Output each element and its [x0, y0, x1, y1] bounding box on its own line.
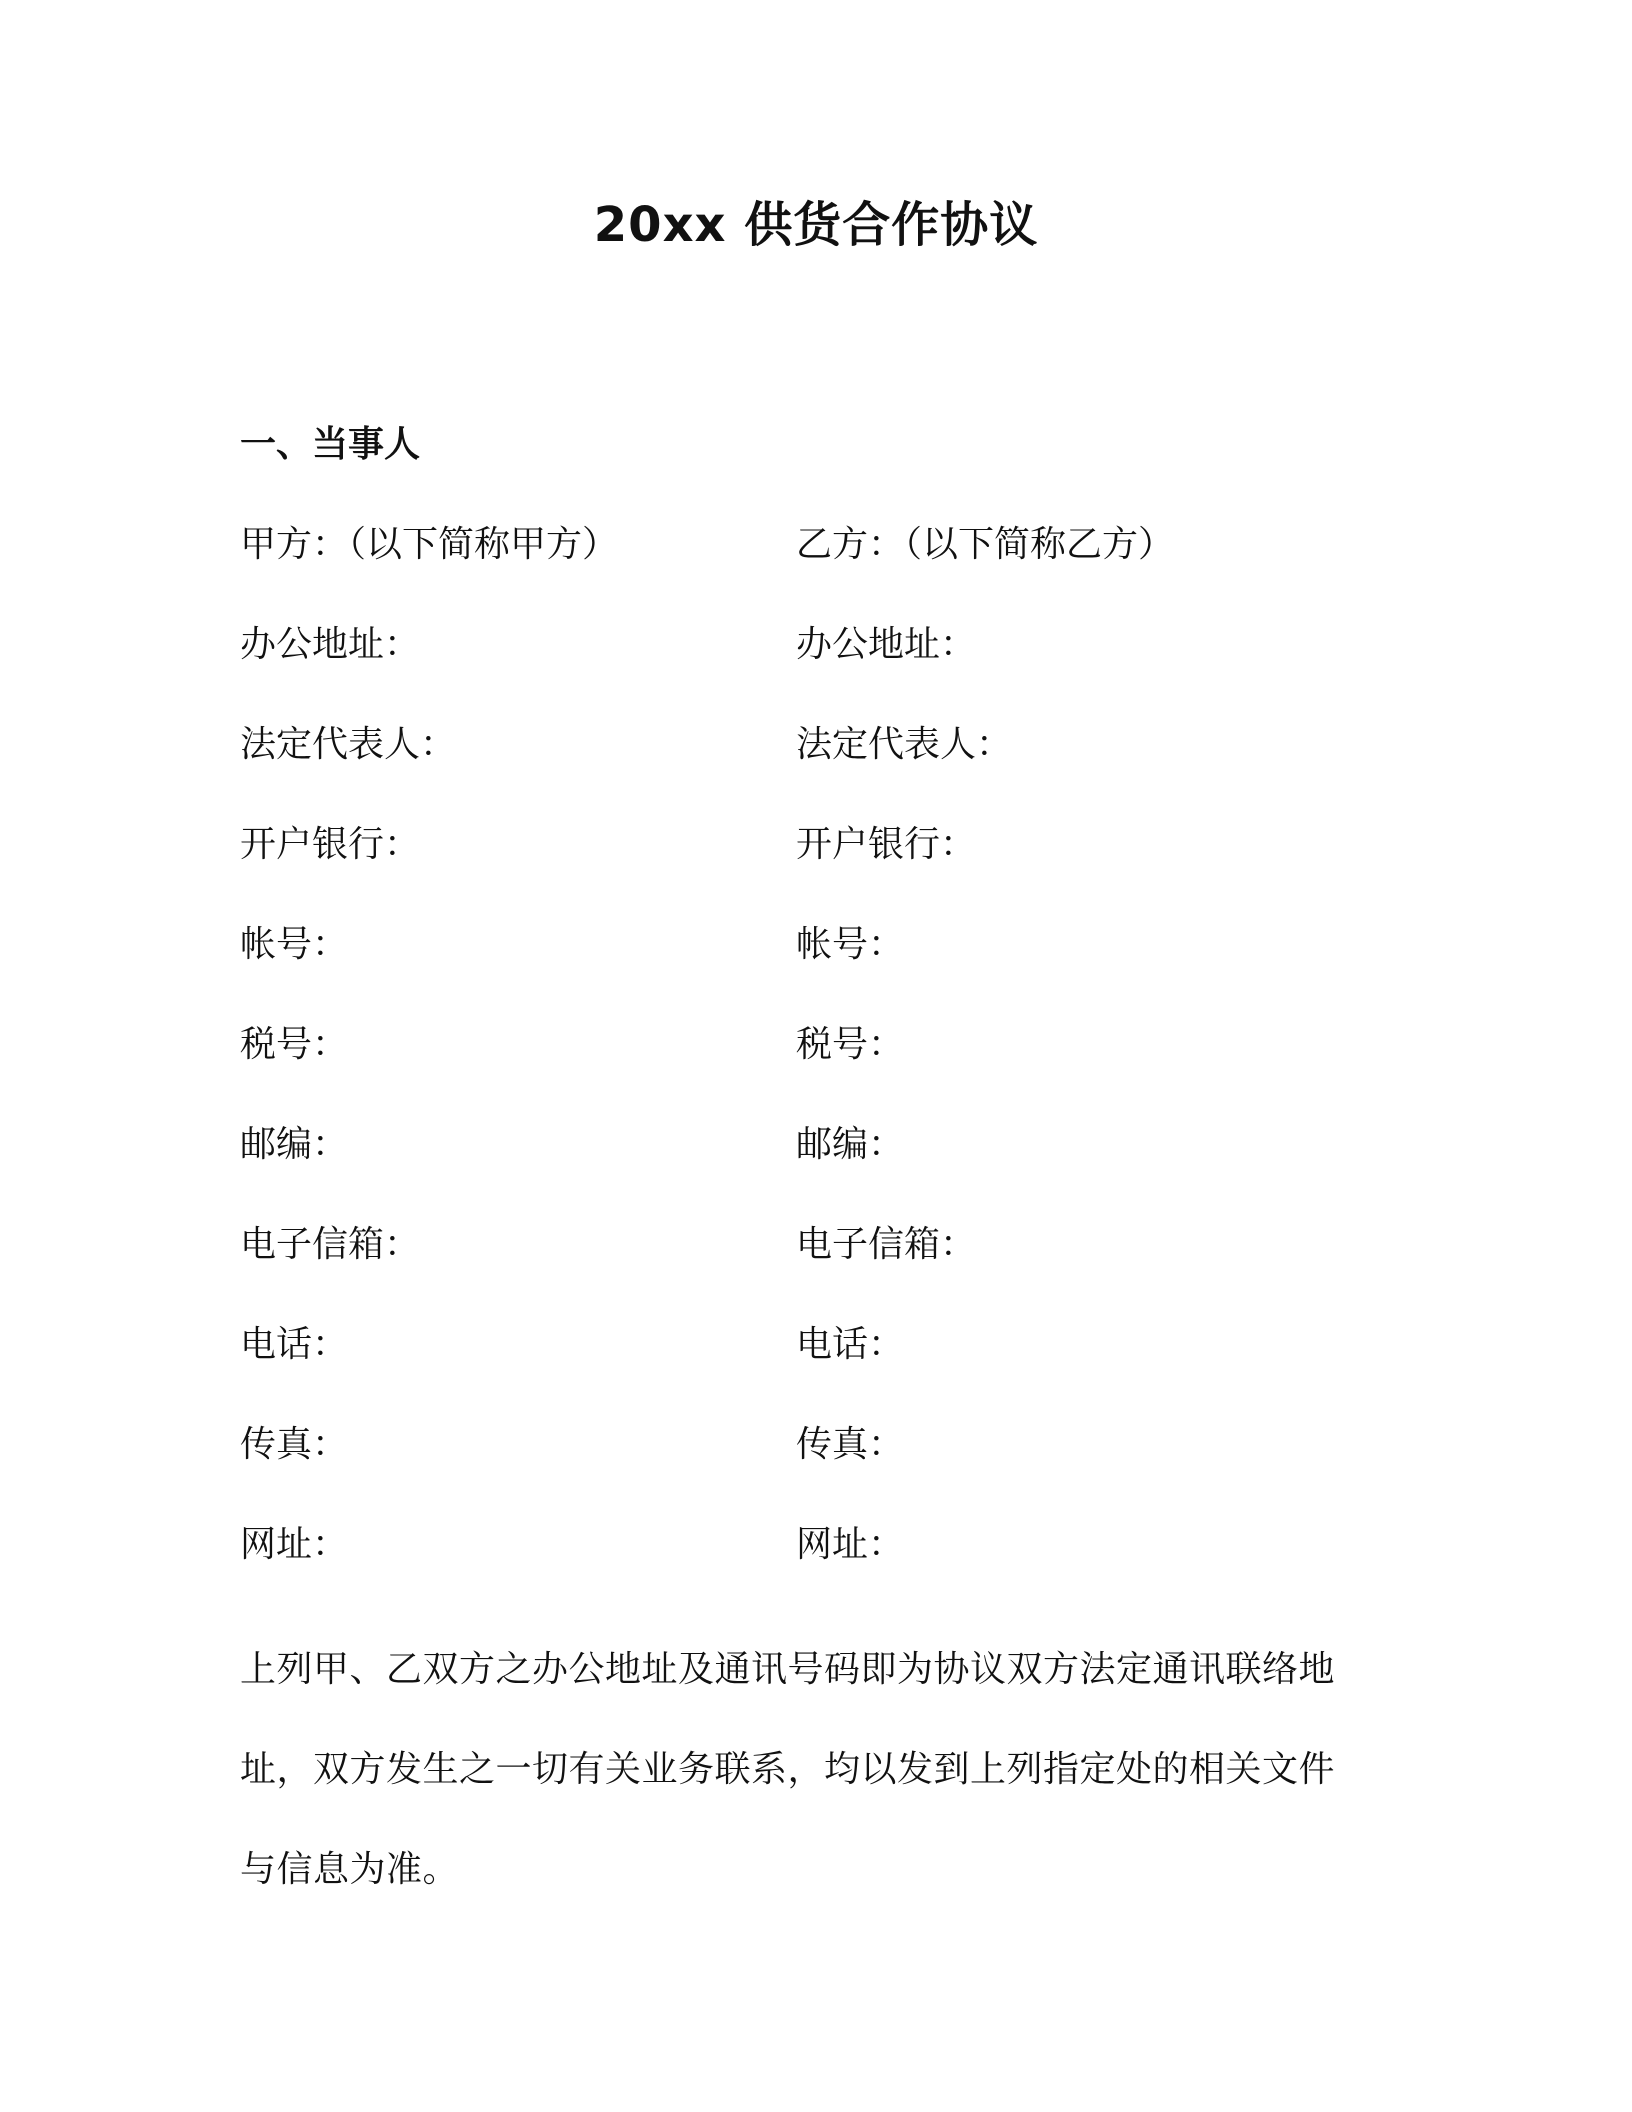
party-b-field: 办公地址：	[796, 624, 977, 665]
party-a-field: 法定代表人：	[240, 724, 457, 765]
party-a-field: 电话：	[240, 1324, 349, 1365]
party-row	[240, 920, 1360, 1020]
party-b-field: 电子信箱：	[796, 1224, 977, 1265]
party-b-field: 开户银行：	[796, 824, 977, 865]
party-row	[240, 620, 1360, 720]
party-row	[240, 1320, 1360, 1420]
party-row	[240, 1020, 1360, 1120]
party-row	[240, 1220, 1360, 1320]
section-heading-parties: 一、当事人	[240, 424, 421, 465]
party-row	[240, 1120, 1360, 1220]
party-a-field: 税号：	[240, 1024, 349, 1065]
party-row	[240, 820, 1360, 920]
party-b-field: 税号：	[796, 1024, 905, 1065]
note-line: 址，双方发生之一切有关业务联系，均以发到上列指定处的相关文件	[240, 1749, 1336, 1790]
party-b-field: 网址：	[796, 1524, 905, 1565]
party-b-field: 帐号：	[796, 924, 905, 965]
note-line: 上列甲、乙双方之办公地址及通讯号码即为协议双方法定通讯联络地	[240, 1649, 1336, 1690]
party-a-field: 网址：	[240, 1524, 349, 1565]
party-b-field: 乙方：（以下简称乙方）	[796, 524, 1175, 565]
party-row	[240, 720, 1360, 820]
document-title: 20xx 供货合作协议	[593, 197, 1039, 253]
note-line: 与信息为准。	[240, 1849, 460, 1890]
contact-address-note	[240, 1620, 1360, 1920]
party-a-field: 传真：	[240, 1424, 349, 1465]
party-row	[240, 1420, 1360, 1520]
party-b-field: 传真：	[796, 1424, 905, 1465]
party-a-field: 帐号：	[240, 924, 349, 965]
party-b-field: 电话：	[796, 1324, 905, 1365]
party-info-grid	[240, 520, 1360, 1620]
party-a-field: 电子信箱：	[240, 1224, 421, 1265]
party-a-field: 办公地址：	[240, 624, 421, 665]
party-a-field: 开户银行：	[240, 824, 421, 865]
party-b-field: 法定代表人：	[796, 724, 1013, 765]
party-row	[240, 1520, 1360, 1620]
party-a-field: 邮编：	[240, 1124, 349, 1165]
party-b-field: 邮编：	[796, 1124, 905, 1165]
party-a-field: 甲方：（以下简称甲方）	[240, 524, 619, 565]
party-row	[240, 520, 1360, 620]
